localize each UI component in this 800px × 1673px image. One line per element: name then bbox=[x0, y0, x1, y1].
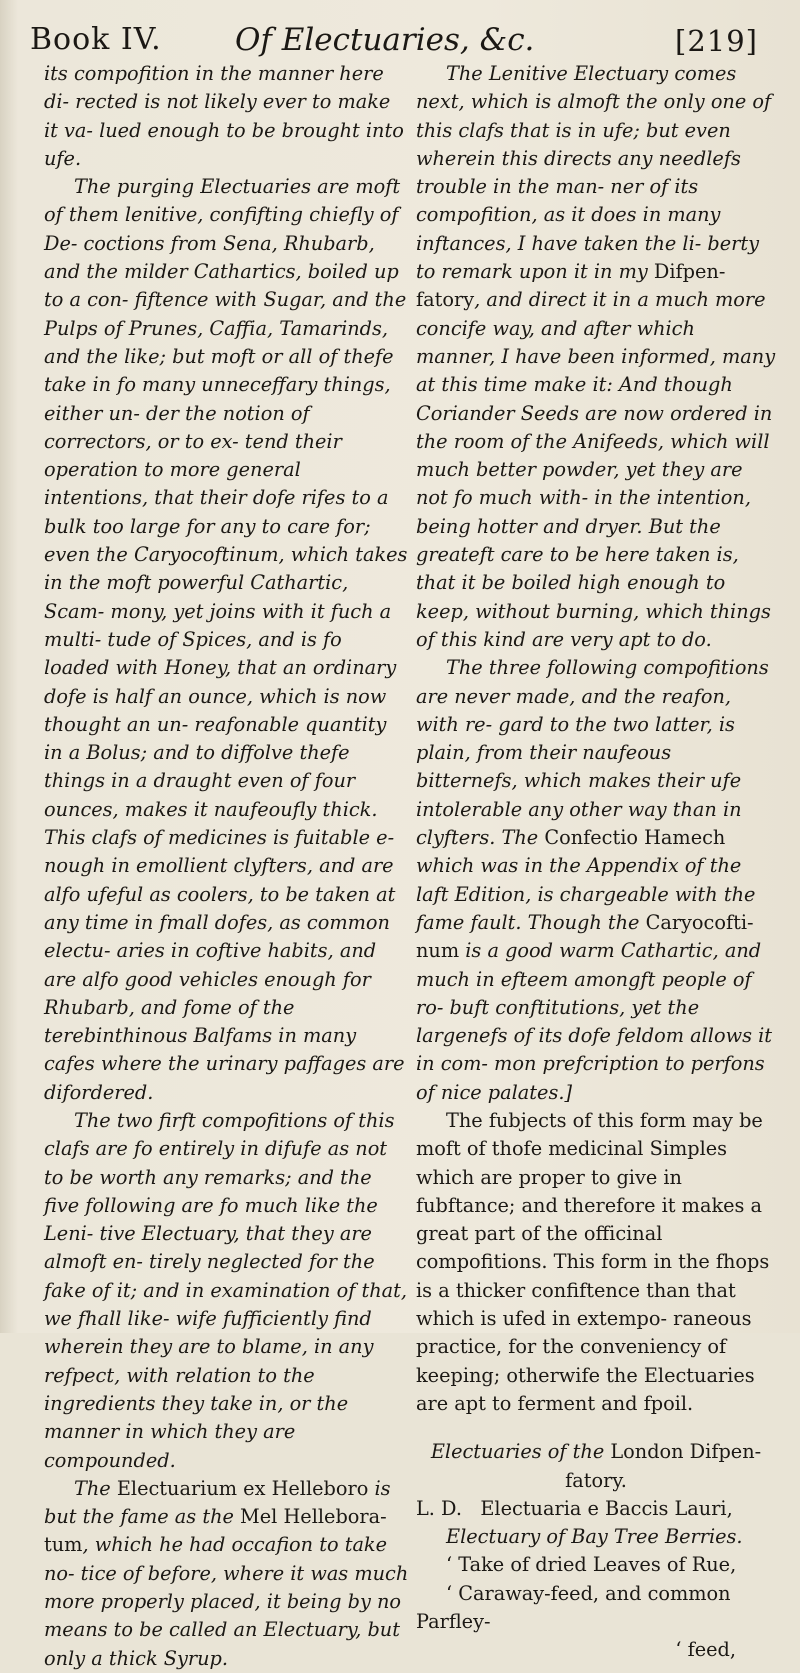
text-run-roman: Difpen- fatory bbox=[416, 260, 726, 312]
text-run: , which he had occafion to take no- tice of before, where it was much more properly placed, it being by no means to be called an Electuary, but only a thick Syrup. bbox=[44, 1533, 409, 1670]
text-run: is but the fame as the bbox=[44, 1476, 391, 1529]
recipe-line: ‘ Caraway-feed, and common Parfley- bbox=[416, 1581, 731, 1634]
recipe-english-name: Electuary of Bay Tree Berries. bbox=[446, 1525, 743, 1549]
paragraph: its compofition in the manner here di- rected is not likely ever to make it va- lued enough to be brought into ufe. bbox=[44, 62, 404, 170]
book-label: Book IV. bbox=[30, 22, 162, 57]
paragraph bbox=[416, 654, 776, 1107]
page-number: [219] bbox=[675, 24, 758, 58]
text-run: The Lenitive Electuary comes next, which is almoft the only one of this clafs that is in ufe; but even wherein this directs any needlefs trouble in the man- ner of its compofition, as it does in many inftances, I have taken the li- berty to remark upon it in my bbox=[416, 62, 772, 284]
text-run: is a good warm Cathartic, and much in efteem amongft people of ro- buft conftitutions, yet the largenefs of its dofe feldom allows it in com- mon prefcription to perfons of nice palates.] bbox=[416, 939, 773, 1104]
paragraph: The fubjects of this form may be moft of thofe medicinal Simples which are proper to give in fubftance; and therefore it makes a great part of the officinal compofitions. This form in the fhops is a thicker confiftence than that which is ufed in extempo- raneous practice, for the conveniency of keeping; otherwife the Electuaries are apt to ferment and fpoil. bbox=[416, 1108, 770, 1415]
recipe-abbrev: L. D. bbox=[416, 1496, 462, 1520]
recipe-line: ‘ feed, bbox=[675, 1638, 736, 1662]
right-column bbox=[416, 60, 776, 1665]
recipe-line: ‘ Take of dried Leaves of Rue, bbox=[446, 1553, 737, 1577]
running-title: Of Electuaries, &c. bbox=[235, 22, 535, 58]
text-run: The three following compofitions are never made, and the reafon, with re- gard to the two latter, is plain, from their naufeous bitternefs, which makes their ufe intolerable any other way than in clyfters. The bbox=[416, 656, 769, 850]
page-header bbox=[30, 22, 778, 64]
text-run: , and direct it in a much more concife way, and after which manner, I have been informed, many at this time make it: And though Coriander Seeds are now ordered in the room of the Anifeeds, which will much better powder, yet they are not fo much with- in the intention, being hotter and dryer. But the greateft care to be here taken is, that it be boiled high enough to keep, without burning, which things of this kind are very apt to do. bbox=[416, 288, 776, 651]
paragraph: The purging Electuaries are moft of them lenitive, confifting chiefly of De- coctions from Sena, Rhubarb, and the milder Cathartics, boiled up to a con- fiftence with Sugar, and the Pulps of Prunes, Caffia, Tamarinds, and the like; but moft or all of thefe take in fo many unneceffary things, either un- der the notion of correctors, or to ex- tend their operation to more general intentions, that their dofe rifes to a bulk too large for any to care for; even the Caryocoftinum, which takes in the moft powerful Cathartic, Scam- mony, yet joins with it fuch a multi- tude of Spices, and is fo loaded with Honey, that an ordinary dofe is half an ounce, which is now thought an un- reafonable quantity in a Bolus; and to diffolve thefe things in a draught even of four ounces, makes it naufeoufly thick. This clafs of medicines is fuitable e- nough in emollient clyfters, and are alfo ufeful as coolers, to be taken at any time in fmall dofes, as common electu- aries in coftive habits, and are alfo good vehicles enough for Rhubarb, and fome of the terebinthinous Balfams in many cafes where the urinary paffages are difordered. bbox=[44, 175, 408, 1104]
text-run: The bbox=[74, 1476, 117, 1500]
text-run-roman: Caryocofti- num bbox=[416, 910, 754, 963]
paragraph: The two firft compofitions of this clafs are fo entirely in difufe as not to be worth any remarks; and the five following are fo much like the Leni- tive Electuary, that they are almoft en- tirely neglected for the fake of it; and in examination of that, we fhall like- wife fufficiently find wherein they are to blame, in any refpect, with relation to the ingredients they take in, or the manner in which they are compounded. bbox=[44, 1108, 407, 1472]
section-title bbox=[416, 1438, 776, 1495]
paragraph bbox=[416, 60, 776, 654]
paragraph bbox=[44, 1475, 409, 1673]
text-run-roman: Mel Hellebora- tum bbox=[44, 1505, 387, 1557]
recipe-latin-name: Electuaria e Baccis Lauri, bbox=[480, 1496, 733, 1520]
text-run: London Difpen- fatory. bbox=[565, 1440, 762, 1492]
text-run-roman: Electuarium ex Helleboro bbox=[116, 1476, 369, 1500]
recipe-heading bbox=[416, 1495, 776, 1523]
text-run: Electuaries of the bbox=[430, 1440, 611, 1464]
left-column bbox=[44, 60, 409, 1673]
text-run: which was in the Appendix of the laft Edition, is chargeable with the fame fault. Though the bbox=[416, 854, 756, 934]
text-run-roman: Confectio Hamech bbox=[544, 826, 726, 850]
